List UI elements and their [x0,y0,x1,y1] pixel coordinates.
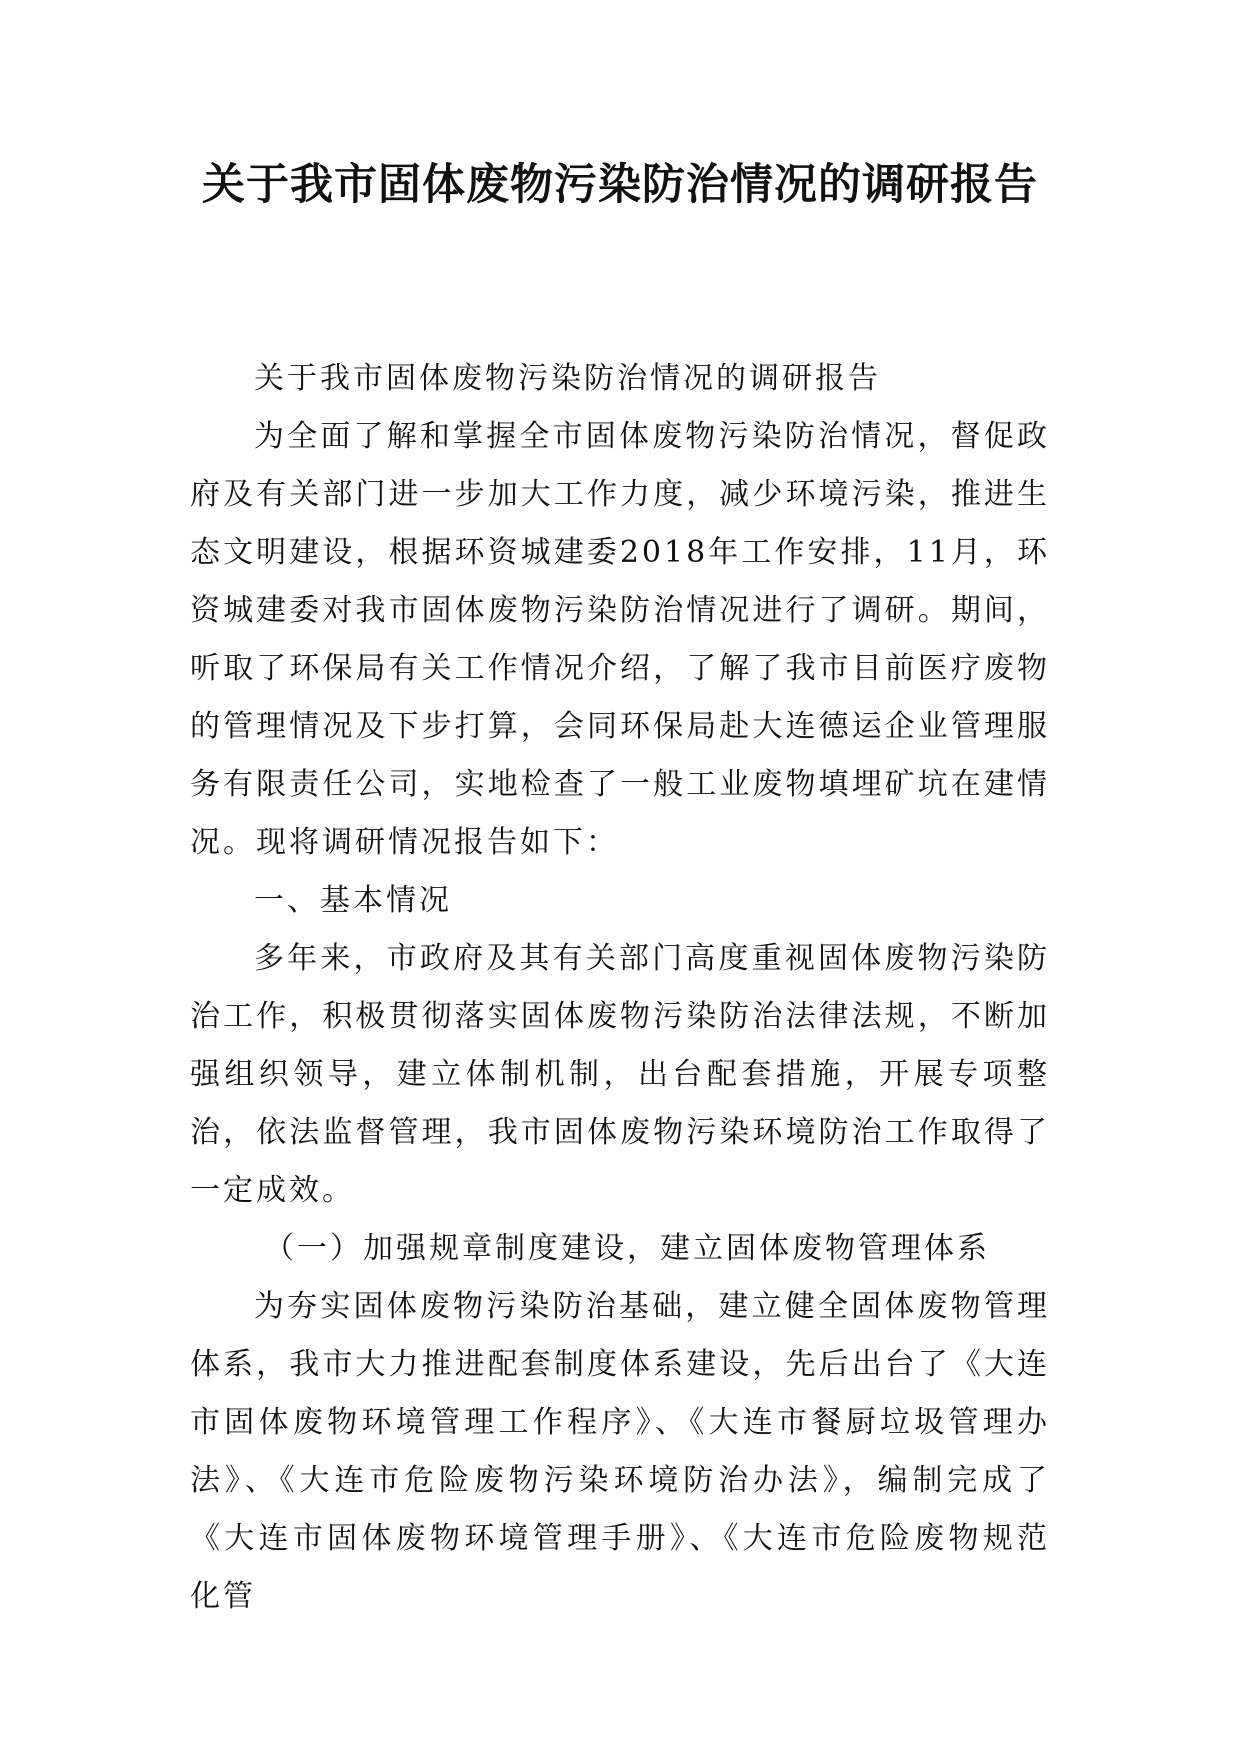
document-body [190,350,1050,1626]
paragraph-overview: 多年来，市政府及其有关部门高度重视固体废物污染防治工作，积极贯彻落实固体废物污染防治法律法规，不断加强组织领导，建立体制机制，出台配套措施，开展专项整治，依法监督管理，我市固体废物污染环境防治工作取得了一定成效。 [190,941,1050,1208]
paragraph-subtitle: 关于我市固体废物污染防治情况的调研报告 [254,361,881,396]
paragraph-intro: 为全面了解和掌握全市固体废物污染防治情况，督促政府及有关部门进一步加大工作力度，减少环境污染，推进生态文明建设，根据环资城建委2018年工作安排，11月，环资城建委对我市固体废物污染防治情况进行了调研。期间，听取了环保局有关工作情况介绍，了解了我市目前医疗废物的管理情况及下步打算，会同环保局赴大连德运企业管理服务有限责任公司，实地检查了一般工业废物填埋矿坑在建情况。现将调研情况报告如下： [190,419,1050,860]
subsection-heading: （一）加强规章制度建设，建立固体废物管理体系 [264,1231,990,1266]
section-heading: 一、基本情况 [254,883,452,918]
paragraph-regulations: 为夯实固体废物污染防治基础，建立健全固体废物管理体系，我市大力推进配套制度体系建设，先后出台了《大连市固体废物环境管理工作程序》、《大连市餐厨垃圾管理办法》、《大连市危险废物污染环境防治办法》，编制完成了《大连市固体废物环境管理手册》、《大连市危险废物规范化管 [190,1289,1050,1614]
document-title: 关于我市固体废物污染防治情况的调研报告 [202,160,1038,210]
